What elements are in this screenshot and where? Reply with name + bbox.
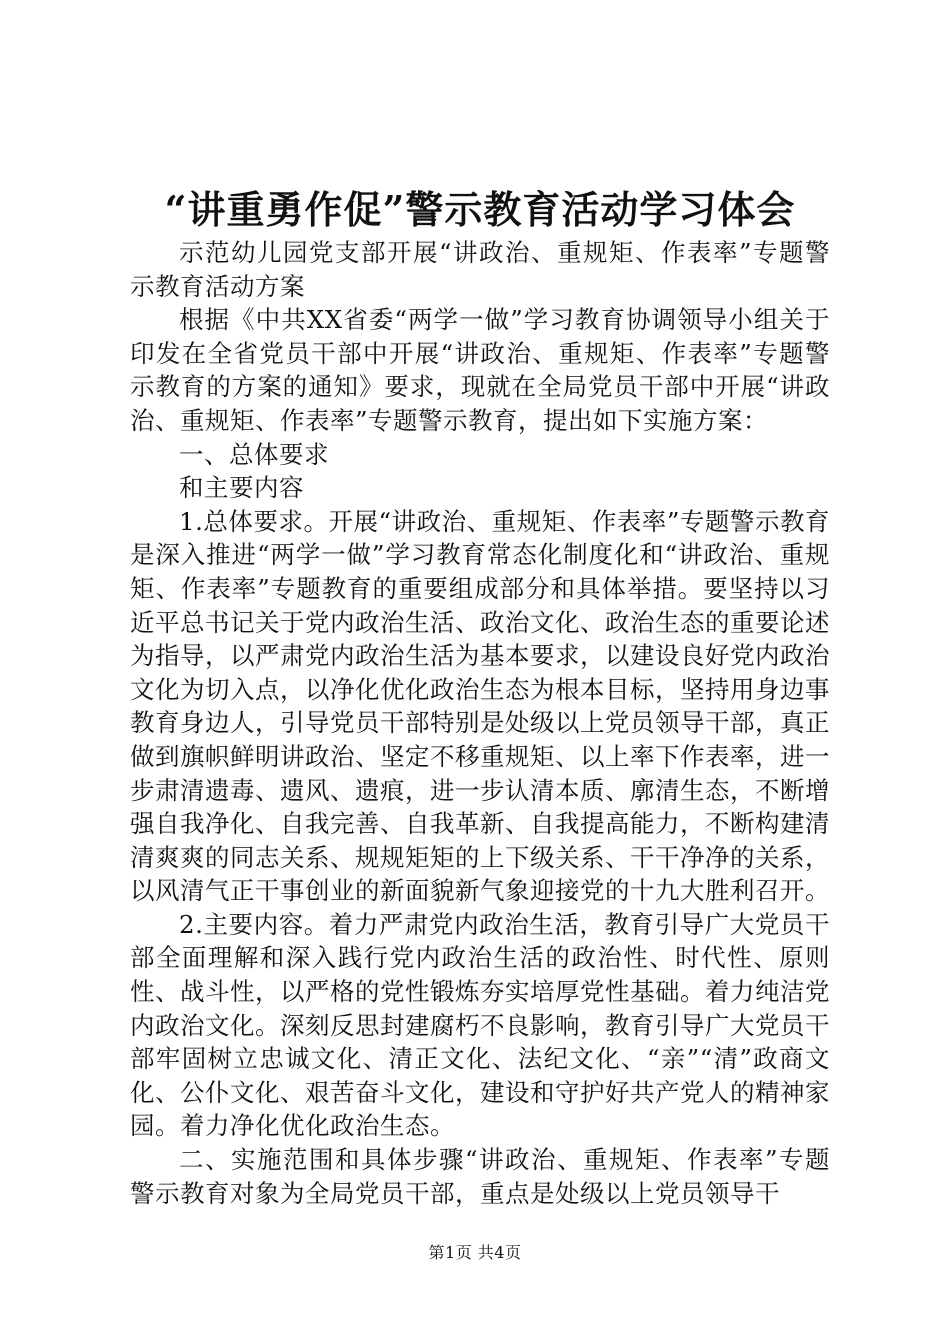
section-heading-1: 一、总体要求: [179, 439, 329, 469]
paragraph-intro: 根据《中共XX省委“两学一做”学习教育协调领导小组关于印发在全省党员干部中开展“讲政治、重规矩、作表率”专题警示教育的方案的通知》要求，现就在全局党员干部中开展“讲政治、重规矩、作表率”专题警示教育，提出如下实施方案：: [130, 305, 830, 435]
paragraph-general-requirements: 1.总体要求。开展“讲政治、重规矩、作表率”专题警示教育是深入推进“两学一做”学习教育常态化制度化和“讲政治、重规矩、作表率”专题教育的重要组成部分和具体举措。要坚持以习近平总书记关于党内政治生活、政治文化、政治生态的重要论述为指导，以严肃党内政治生活为基本要求，以建设良好党内政治文化为切入点，以净化优化政治生态为根本目标，坚持用身边事教育身边人，引导党员干部特别是处级以上党员领导干部，真正做到旗帜鲜明讲政治、坚定不移重规矩、以上率下作表率，进一步肃清遗毒、遗风、遗痕，进一步认清本质、廓清生态，不断增强自我净化、自我完善、自我革新、自我提高能力，不断构建清清爽爽的同志关系、规规矩矩的上下级关系、干干净净的关系，以风清气正干事创业的新面貌新气象迎接党的十九大胜利召开。: [130, 506, 830, 906]
paragraph-main-content: 2.主要内容。着力严肃党内政治生活，教育引导广大党员干部全面理解和深入践行党内政治生活的政治性、时代性、原则性、战斗性，以严格的党性锻炼夯实培厚党性基础。着力纯洁党内政治文化。深刻反思封建腐朽不良影响，教育引导广大党员干部牢固树立忠诚文化、清正文化、法纪文化、“亲”“清”政商文化、公仆文化、艰苦奋斗文化，建设和守护好共产党人的精神家园。着力净化优化政治生态。: [130, 909, 830, 1141]
paragraph-plan-title: 示范幼儿园党支部开展“讲政治、重规矩、作表率”专题警示教育活动方案: [130, 238, 830, 301]
document-body: [130, 236, 830, 1210]
section-heading-1-cont: 和主要内容: [179, 473, 304, 503]
page-footer: 第1页 共4页: [428, 1243, 522, 1262]
document-title: “讲重勇作促”警示教育活动学习体会: [164, 187, 796, 232]
paragraph-scope-steps: 二、实施范围和具体步骤“讲政治、重规矩、作表率”专题警示教育对象为全局党员干部，重点是处级以上党员领导干: [130, 1145, 830, 1208]
